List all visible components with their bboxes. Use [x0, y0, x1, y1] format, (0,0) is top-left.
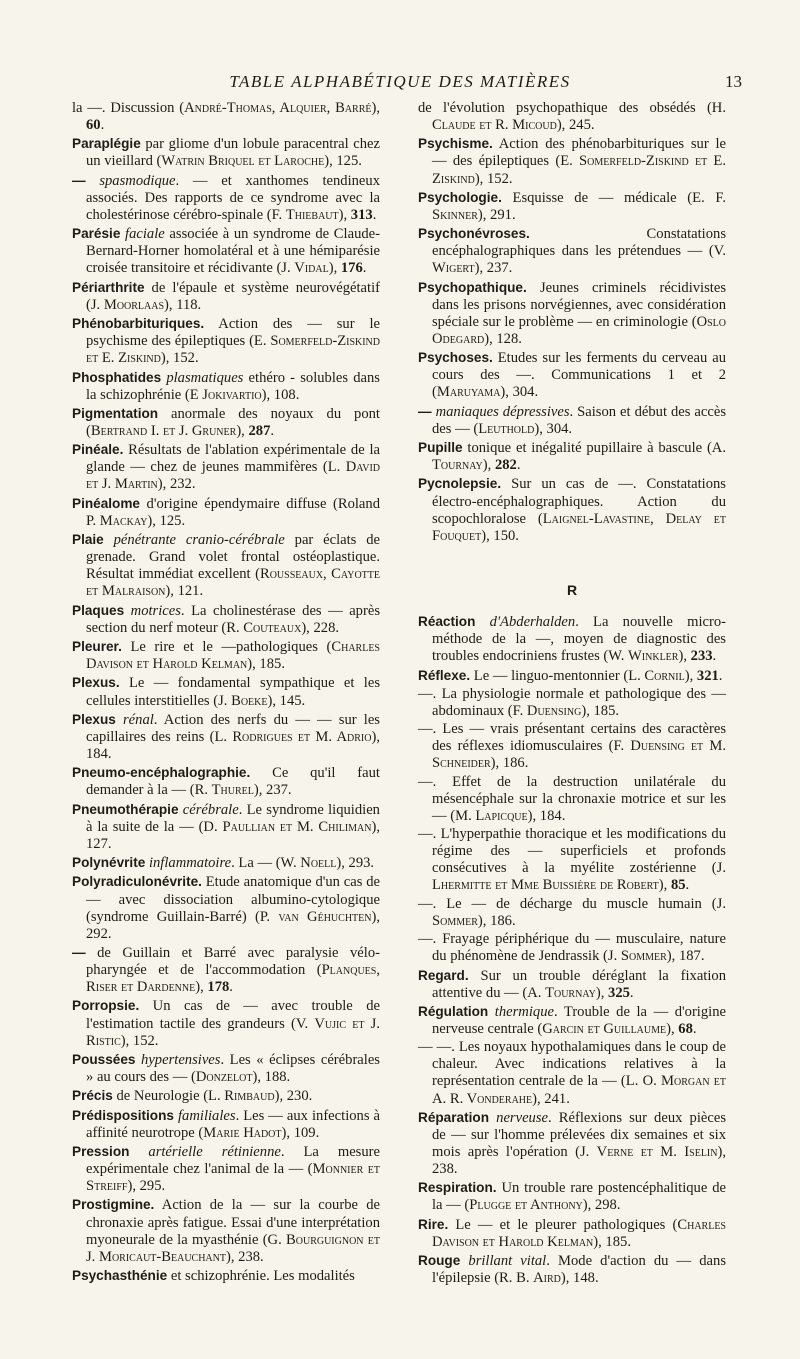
entry-page-ref: ), 304. — [500, 384, 539, 401]
entry-headword: Psychisme. — [418, 136, 493, 152]
entry-headword: Pupille — [418, 440, 463, 456]
entry-page-ref: ), 121. — [165, 583, 204, 600]
entry-page-bold: 325 — [608, 984, 630, 1001]
entry-text: . Le syndrome liquidien à la suite de la — (D. — [86, 801, 380, 835]
entry-text: —. Les — vrais présentant certains des caractères des réflexes idiomusculaires (F. — [418, 721, 726, 755]
index-entry — [72, 441, 380, 493]
entry-authors: Mackay — [99, 512, 148, 529]
entry-authors: Sommer — [432, 912, 478, 929]
entry-text: par éclats de grenade. Grand volet frontal ostéoplastique. Résultat immédiat excellent ( — [86, 532, 381, 583]
entry-headword: Rouge — [418, 1253, 461, 1269]
entry-text: par gliome d'un lobule paracentral chez un vieillard ( — [86, 136, 380, 170]
entry-text: — —. Les noyaux hypothalamiques dans le coup de chaleur. Avec indications relatives à la représentation centrale de la — (L. O. — [418, 1039, 726, 1090]
entry-qualifier: cérébrale — [182, 801, 239, 818]
entry-page-ref: ), 293. — [336, 855, 375, 872]
entry-text: tonique et inégalité pupillaire à bascule (A. — [462, 440, 726, 457]
entry-authors: Wigert — [432, 260, 475, 277]
index-entry — [72, 1267, 380, 1285]
index-entry — [72, 711, 380, 763]
entry-authors: Thiebaut — [285, 206, 339, 223]
entry-authors: Somerfeld-Ziskind et E. Ziskind — [432, 153, 726, 187]
entry-authors: Monnier et Streiff — [86, 1161, 380, 1195]
entry-text: d'origine épendymaire diffuse (Roland P. — [86, 495, 380, 529]
entry-headword: Phénobarbituriques. — [72, 316, 205, 332]
entry-qualifier: rénal — [122, 711, 154, 728]
entry-tail: . — [629, 984, 634, 1001]
entry-text: —. Effet de la destruction unilatérale du mésencéphale sur la chronaxie motrice et sur les — (M. — [418, 773, 726, 824]
entry-headword: Pigmentation — [72, 405, 159, 421]
entry-text: —. L'hyperpathie thoracique et les modifications du régime des — superficiels et profonds consécutives à la myélite zostérienne (J. — [418, 826, 726, 877]
entry-text: la —. Discussion ( — [72, 100, 185, 116]
entry-text: Le rire et le —pathologiques ( — [121, 639, 332, 656]
entry-headword: Prostigmine. — [72, 1197, 155, 1213]
entry-page-ref: ), — [658, 877, 671, 894]
entry-authors: Moorlaas — [103, 296, 165, 313]
entry-text: de Neurologie (L. — [112, 1088, 225, 1105]
index-entry — [418, 189, 726, 224]
entry-page-ref: ), 238. — [226, 1248, 264, 1265]
entry-headword: Polynévrite — [72, 855, 146, 871]
index-entry — [418, 403, 726, 438]
entry-headword: Réflexe. — [418, 667, 471, 683]
entry-text: Le — et le pleurer pathologiques ( — [448, 1216, 678, 1233]
entry-headword: Paraplégie — [72, 136, 141, 152]
entry-headword: Pinéalome — [72, 495, 140, 511]
index-entry — [72, 405, 380, 440]
index-entry — [72, 638, 380, 673]
entry-page-ref: ), 292. — [86, 908, 380, 942]
entry-text: Etudes sur les ferments du cerveau au cours des —. Communications 1 et 2 ( — [432, 350, 726, 401]
entry-text: Esquisse de — médicale (E. F. — [501, 189, 726, 206]
entry-authors: Tournay — [432, 457, 483, 474]
entry-authors: Duensing — [526, 702, 582, 719]
entry-tail: . — [712, 648, 717, 665]
section-letter: R — [566, 582, 578, 599]
entry-tail: . — [692, 1020, 697, 1037]
index-entry — [418, 135, 726, 187]
entry-text: Le — fondamental sympathique et les cellules interstitielles (J. — [86, 675, 380, 709]
entry-page-ref: ), 148. — [560, 1270, 599, 1287]
index-entry — [72, 1107, 380, 1142]
entry-page-ref: ), 228. — [301, 619, 340, 636]
entry-page-ref: ), — [338, 206, 351, 223]
entry-text: Action de la — sur la courbe de chronaxie après fatigue. Essai d'une interprétation myoneurale de la myasthénie (G. — [86, 1197, 380, 1248]
entry-text: . Action des nerfs du — — sur les capillaires des reins (L. — [86, 711, 380, 745]
entry-page-bold: 313 — [350, 206, 373, 223]
entry-authors: Noell — [300, 855, 337, 872]
entry-authors: Duensing et M. Schneider — [432, 738, 726, 772]
entry-page-ref: ), 150. — [481, 527, 519, 544]
entry-tail: . — [100, 117, 105, 134]
entry-page-ref: ), 186. — [477, 912, 516, 929]
index-entry — [72, 764, 380, 799]
entry-authors: Charles Davison et Harold Kelman — [432, 1216, 726, 1250]
entry-headword: Réaction — [418, 614, 476, 630]
entry-text: Action des — sur le psychisme des épileptiques (E. — [86, 316, 380, 350]
entry-headword: Psychoses. — [418, 350, 493, 366]
index-entry — [72, 602, 380, 637]
entry-text: ethéro - solubles dans la schizophrénie (E — [86, 369, 380, 403]
entry-authors: Jokivartio — [202, 386, 262, 403]
entry-text: —. La physiologie normale et pathologique des — abdominaux (F. — [418, 685, 726, 719]
entry-authors: Maruyama — [436, 384, 501, 401]
entry-tail: . — [516, 457, 521, 474]
entry-page-ref: ), — [371, 100, 381, 116]
entry-page-ref: ), 298. — [582, 1197, 621, 1214]
entry-headword: — — [72, 944, 86, 960]
entry-authors: Vujic et J. Ristic — [86, 1015, 380, 1049]
entry-page-ref: ), 230. — [274, 1088, 313, 1105]
entry-headword: Parésie — [72, 226, 121, 242]
entry-page-ref: ), 152. — [120, 1032, 159, 1049]
index-entry — [72, 997, 380, 1049]
entry-text: de l'évolution psychopathique des obsédés (H. — [418, 100, 726, 116]
entry-text: Constatations encéphalographiques dans les prétendues — (V. — [432, 226, 726, 260]
index-entry — [418, 1109, 726, 1178]
entry-headword: Porropsie. — [72, 998, 140, 1014]
entry-text: Jeunes criminels récidivistes dans les prisons norvégiennes, avec considération spéciale sur le problème — en criminologie ( — [432, 279, 726, 330]
index-entry — [72, 1051, 380, 1086]
entry-headword: Plaie — [72, 532, 104, 548]
index-entry — [72, 1196, 380, 1265]
entry-authors: Bertrand I. et J. Gruner — [90, 423, 237, 439]
index-entry — [418, 721, 726, 772]
index-entry — [72, 873, 380, 942]
entry-page-bold: 60 — [86, 117, 101, 134]
entry-page-ref: ), 291. — [477, 206, 516, 223]
running-title: TABLE ALPHABÉTIQUE DES MATIÈRES — [229, 72, 571, 91]
entry-authors: Rodrigues et M. Adrio — [232, 728, 372, 745]
entry-authors: Tournay — [545, 984, 596, 1001]
entry-text: Action des phénobarbituriques sur le — des épileptiques (E. — [432, 136, 726, 170]
entry-authors: Claude et R. Micoud — [432, 117, 557, 134]
index-entry — [418, 279, 726, 348]
entry-tail: . — [362, 260, 367, 277]
entry-text: . La — (W. — [231, 855, 301, 872]
entry-qualifier: nerveuse — [496, 1109, 549, 1126]
entry-qualifier: d'Abderhalden — [489, 614, 576, 631]
entry-headword: Pleurer. — [72, 639, 122, 655]
entry-page-ref: ), 237. — [253, 782, 292, 799]
entry-text: . Réflexions sur deux pièces de — sur l'homme prélevées dix semaines et six mois après l'opération (J. — [432, 1109, 727, 1160]
entry-authors: Somerfeld-Ziskind et E. Ziskind — [86, 333, 380, 367]
entry-authors: Thurel — [211, 782, 254, 799]
entry-page-ref: ), — [666, 1020, 679, 1037]
entry-headword: Pression — [72, 1143, 130, 1159]
entry-page-ref: ), 186. — [490, 755, 529, 772]
page-header — [0, 72, 800, 98]
index-entry — [72, 854, 380, 872]
index-entry — [72, 674, 380, 709]
entry-qualifier: artérielle rétinienne — [148, 1143, 281, 1160]
entry-qualifier: familiales — [178, 1107, 236, 1124]
entry-tail: . — [718, 667, 723, 684]
entry-page-ref: ), 184. — [86, 728, 380, 762]
entry-page-ref: ), 184. — [527, 807, 566, 824]
left-column — [72, 100, 380, 1286]
entry-page-bold: 287 — [248, 423, 271, 439]
index-entry — [418, 826, 726, 894]
entry-page-ref: ), — [482, 457, 495, 474]
index-entry — [72, 225, 380, 277]
entry-page-ref: ), 237. — [474, 260, 513, 277]
entry-headword: — — [72, 172, 86, 188]
entry-headword: Précis — [72, 1088, 113, 1104]
entry-page-ref: ), 125. — [324, 153, 362, 170]
entry-headword: Phosphatides — [72, 369, 162, 385]
entry-authors: Winkler — [628, 648, 679, 665]
entry-page-ref: ), 108. — [261, 386, 300, 403]
entry-page-bold: 85 — [670, 877, 686, 894]
entry-text: . Les « éclipses cérébrales » au cours des — ( — [86, 1051, 380, 1085]
entry-authors: Rousseaux, Cayotte et Malraison — [86, 566, 380, 600]
entry-authors: Bourguignon et J. Moricaut-Beauchant — [86, 1231, 381, 1265]
index-entry — [72, 279, 380, 314]
entry-authors: Lhermitte et Mme Buissière de Robert — [432, 877, 659, 894]
index-entry — [418, 1252, 726, 1287]
entry-qualifier: hypertensives — [141, 1051, 221, 1068]
entry-text: associée à un syndrome de Claude-Bernard-Horner homolatéral et à une hémiparésie croisée transitoire et récidivante (J. — [86, 226, 380, 277]
entry-authors: Rimbaud — [224, 1088, 275, 1105]
entry-qualifier: thermique — [494, 1003, 554, 1020]
index-entry — [418, 1039, 726, 1107]
entry-page-bold: 282 — [494, 457, 517, 474]
entry-page-ref: ), 145. — [267, 692, 306, 709]
entry-text: . Les — aux infections à affinité neurotrope ( — [86, 1107, 381, 1141]
index-entry — [72, 369, 380, 404]
entry-authors: David et J. Martin — [86, 459, 380, 493]
entry-page-ref: ), 295. — [127, 1178, 166, 1195]
entry-text: . La mesure expérimentale chez l'animal de la — ( — [86, 1143, 380, 1178]
index-entry — [418, 100, 726, 134]
entry-authors: Lapicque — [475, 807, 528, 824]
index-entry — [418, 475, 726, 544]
entry-authors: Watrin Briquel et Laroche — [161, 153, 325, 170]
entry-page-ref: ), 188. — [252, 1069, 291, 1085]
index-entry — [72, 1143, 380, 1195]
entry-page-ref: ), 304. — [534, 420, 573, 437]
entry-text: . La nouvelle micro-méthode de la —, moyen de diagnostic des troubles endocriniens frustes (W. — [432, 614, 727, 665]
entry-page-ref: ), 245. — [556, 117, 595, 134]
entry-authors: Morgan et A. R. Vonderahe — [432, 1073, 727, 1107]
entry-text: et schizophrénie. Les modalités — [167, 1267, 355, 1284]
entry-text: anormale des noyaux du pont ( — [86, 405, 380, 439]
entry-authors: Skinner — [432, 206, 478, 223]
entry-headword: Régulation — [418, 1003, 489, 1019]
index-entry — [72, 135, 380, 170]
index-entry — [72, 495, 380, 530]
entry-authors: Marie Hadot — [203, 1124, 282, 1141]
entry-authors: Garcin et Guillaume — [542, 1020, 667, 1037]
entry-authors: Charles Davison et Harold Kelman — [86, 639, 380, 673]
entry-qualifier: pénétrante cranio-cérébrale — [113, 532, 285, 549]
entry-text: de l'épaule et système neurovégétatif (J. — [86, 279, 380, 313]
index-entry — [72, 315, 380, 367]
index-entry — [418, 931, 726, 965]
entry-qualifier: spasmodique — [99, 172, 176, 189]
entry-headword: Pneumo-encéphalographie. — [72, 765, 251, 781]
right-column — [418, 100, 726, 1289]
entry-text: de Guillain et Barré avec paralysie vélo-pharyngée et de l'accommodation ( — [85, 944, 380, 979]
index-entry — [418, 896, 726, 930]
entry-page-ref: ), — [595, 984, 609, 1001]
entry-page-ref: ), 241. — [532, 1090, 570, 1107]
entry-headword: Pycnolepsie. — [418, 476, 502, 492]
entry-authors: André-Thomas, Alquier, Barré — [184, 100, 372, 116]
entry-headword: Psychologie. — [418, 189, 502, 205]
entry-page-ref: ), — [684, 667, 697, 684]
entry-text: Sur un cas de —. Constatations électro-encéphalographiques. Action du scopochloralose ( — [432, 476, 726, 527]
entry-page-ref: ), — [328, 260, 341, 277]
entry-page-ref: ), 152. — [474, 170, 513, 187]
entry-authors: Boeke — [231, 692, 268, 709]
entry-text: Sur un trouble déréglant la fixation attentive du — (A. — [432, 967, 726, 1001]
entry-text: Résultats de l'ablation expérimentale de la glande — chez de jeunes mammifères (L. — [86, 442, 380, 476]
index-entry — [418, 613, 726, 665]
entry-qualifier: plasmatiques — [166, 369, 244, 386]
entry-headword: Psychonévroses. — [418, 226, 530, 242]
index-entry — [418, 349, 726, 401]
index-entry — [72, 100, 380, 134]
entry-page-ref: ), — [678, 648, 691, 665]
entry-authors: Leuthold — [478, 420, 535, 437]
entry-authors: Paullian et M. Chiliman — [222, 818, 372, 835]
entry-text: —. Frayage périphérique du — musculaire, nature du phénomène de Jendrassik (J. — [418, 931, 726, 965]
entry-page-ref: ), 185. — [247, 656, 285, 673]
entry-headword: Plaques — [72, 602, 125, 618]
entry-page-bold: 176 — [340, 260, 363, 277]
entry-page-ref: ), 118. — [164, 296, 202, 313]
index-entry — [418, 1179, 726, 1214]
entry-page-ref: ), 187. — [666, 948, 705, 965]
entry-authors: Oslo Odegard — [432, 313, 726, 347]
index-entry — [72, 1087, 380, 1105]
entry-page-bold: 233 — [690, 648, 713, 665]
entry-headword: Regard. — [418, 967, 469, 983]
entry-page-ref: ), 152. — [160, 350, 199, 367]
entry-headword: Rire. — [418, 1216, 449, 1232]
entry-authors: Aird — [533, 1270, 561, 1287]
index-entry — [418, 667, 726, 685]
entry-page-ref: ), — [236, 423, 249, 439]
entry-tail: . — [372, 206, 377, 223]
entry-text: . La cholinestérase des — après section du nerf moteur (R. — [86, 602, 380, 636]
entry-authors: Verne et M. Iselin — [596, 1144, 718, 1160]
page-number: 13 — [725, 72, 742, 91]
entry-headword: — — [418, 403, 432, 419]
entry-authors: Cornil — [644, 667, 685, 684]
entry-text: Un trouble rare postencéphalitique de la — ( — [432, 1180, 726, 1214]
entry-authors: van Géhuchten — [278, 908, 372, 925]
entry-page-bold: 178 — [207, 979, 230, 996]
entry-text: Etude anatomique d'un cas de — avec dissociation albumino-cytologique (syndrome Guillain-Barré) (P. — [86, 874, 380, 925]
entry-page-ref: ), — [195, 979, 208, 996]
entry-text: Ce qu'il faut demander à la — (R. — [86, 765, 380, 799]
entry-qualifier: faciale — [125, 226, 165, 243]
entry-authors: Vidal — [294, 260, 329, 277]
entry-page-ref: ), 232. — [157, 476, 196, 493]
index-entry — [418, 1003, 726, 1038]
entry-text: . — et xanthomes tendineux associés. Des rapports de ce syndrome avec la cholestérinose cérébro-spinale (F. — [86, 172, 380, 223]
entry-tail: . — [685, 877, 690, 894]
entry-page-ref: ), 109. — [281, 1124, 320, 1141]
entry-authors: Couteaux — [243, 619, 302, 636]
entry-page-ref: ), 125. — [147, 512, 186, 529]
entry-tail: . — [270, 423, 275, 439]
entry-headword: Respiration. — [418, 1180, 497, 1196]
entry-headword: Poussées — [72, 1051, 136, 1067]
entry-text: Le — linguo-mentonnier (L. — [470, 667, 645, 684]
index-entry — [72, 801, 380, 853]
entry-headword: Psychasthénie — [72, 1267, 168, 1283]
section-gap — [418, 546, 726, 562]
entry-qualifier: motrices — [130, 602, 181, 619]
entry-authors: Sommer — [620, 948, 667, 965]
index-entry — [72, 944, 380, 996]
entry-authors: Plugge et Anthony — [469, 1197, 583, 1214]
index-entry — [418, 439, 726, 474]
entry-page-ref: ), 185. — [593, 1233, 631, 1250]
entry-page-ref: ), 185. — [581, 702, 620, 719]
entries-r — [418, 613, 726, 1287]
entry-headword: Psychopathique. — [418, 279, 527, 295]
entry-headword: Plexus — [72, 711, 116, 727]
entry-page-ref: ), 127. — [86, 818, 381, 852]
index-entry — [72, 531, 380, 600]
entry-headword: Périarthrite — [72, 279, 145, 295]
entry-text: —. Le — de décharge du muscle humain (J. — [418, 895, 726, 912]
entry-authors: Laignel-Lavastine, Delay et Fouquet — [432, 510, 726, 544]
index-entry — [418, 774, 726, 825]
entry-text: . Saison et début des accès des — ( — [432, 403, 726, 437]
entry-headword: Prédispositions — [72, 1107, 174, 1123]
index-entry — [72, 172, 380, 224]
entry-page-bold: 68 — [678, 1020, 693, 1037]
entry-text: Un cas de — avec trouble de l'estimation tactile des grandeurs (V. — [86, 998, 380, 1032]
entry-text: . Trouble de la — d'origine nerveuse centrale ( — [432, 1003, 726, 1037]
index-entry — [418, 225, 726, 277]
entry-qualifier: maniaques dépressives — [435, 403, 570, 420]
entry-headword: Plexus. — [72, 675, 120, 691]
entry-headword: Polyradiculonévrite. — [72, 874, 202, 890]
entry-qualifier: inflammatoire — [148, 855, 232, 872]
entry-page-bold: 321 — [696, 667, 719, 684]
index-entry — [418, 686, 726, 720]
index-entry — [418, 967, 726, 1002]
entry-headword: Réparation — [418, 1109, 490, 1125]
index-entry — [418, 1216, 726, 1251]
entry-authors: Donzelot — [195, 1069, 253, 1085]
entry-authors: Planques, Riser et Dardenne — [86, 962, 380, 996]
entry-text: . Mode d'action du — dans l'épilepsie (R. B. — [432, 1253, 726, 1287]
entry-qualifier: brillant vital — [468, 1253, 547, 1270]
entry-page-ref: ), 238. — [432, 1144, 727, 1178]
entry-page-ref: ), 128. — [484, 330, 522, 347]
entries-p — [418, 100, 726, 545]
entry-headword: Pneumothérapie — [72, 801, 179, 817]
entry-tail: . — [229, 979, 233, 996]
entry-headword: Pinéale. — [72, 442, 124, 458]
